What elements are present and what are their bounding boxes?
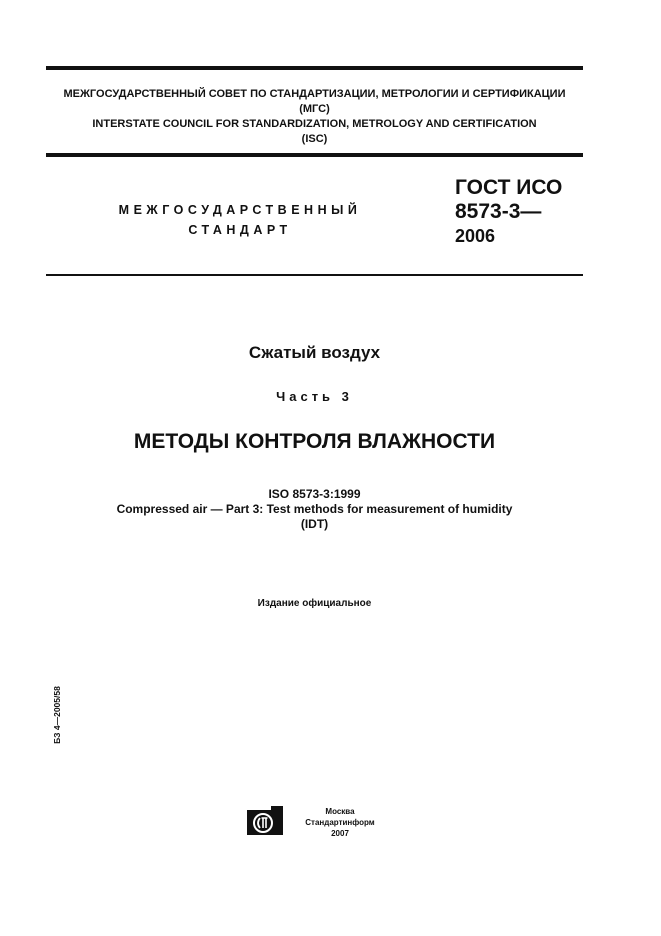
council-name-en: INTERSTATE COUNCIL FOR STANDARDIZATION, METROLOGY AND CERTIFICATION	[92, 118, 537, 130]
document-subject: МЕТОДЫ КОНТРОЛЯ ВЛАЖНОСТИ	[133, 430, 496, 453]
publisher-year: 2007	[331, 829, 349, 838]
publisher-block	[290, 806, 390, 839]
top-rule	[46, 66, 583, 70]
iso-degree: (IDT)	[300, 517, 329, 531]
council-rule	[46, 153, 583, 157]
document-title: Сжатый воздух	[248, 343, 381, 362]
iso-number: ISO 8573-3:1999	[268, 487, 361, 501]
iso-english-title: Compressed air — Part 3: Test methods for measurement of humidity	[116, 502, 513, 516]
iso-reference	[0, 487, 629, 532]
document-part: Часть 3	[276, 389, 353, 404]
publisher-name: Стандартинформ	[305, 818, 375, 827]
standard-kind-line2: СТАНДАРТ	[188, 223, 292, 237]
council-name-ru: МЕЖГОСУДАРСТВЕННЫЙ СОВЕТ ПО СТАНДАРТИЗАЦИИ, МЕТРОЛОГИИ И СЕРТИФИКАЦИИ	[63, 88, 566, 100]
side-code: БЗ 4—2005/58	[52, 686, 62, 744]
designation-rule	[46, 274, 583, 276]
council-abbr-ru: (МГС)	[299, 103, 330, 115]
designation-dash: —	[520, 200, 542, 223]
publisher-city: Москва	[325, 807, 355, 816]
standard-kind	[100, 200, 380, 240]
standartinform-logo-icon	[246, 806, 284, 836]
council-abbr-en: (ISC)	[301, 133, 328, 145]
designation-number: 8573-3	[455, 200, 521, 223]
edition-note: Издание официальное	[257, 598, 372, 609]
designation-line1: ГОСТ ИСО	[455, 176, 563, 199]
designation-year: 2006	[455, 226, 496, 246]
standard-kind-line1: МЕЖГОСУДАРСТВЕННЫЙ	[118, 203, 362, 217]
standard-designation	[455, 176, 562, 248]
council-header	[46, 87, 583, 147]
